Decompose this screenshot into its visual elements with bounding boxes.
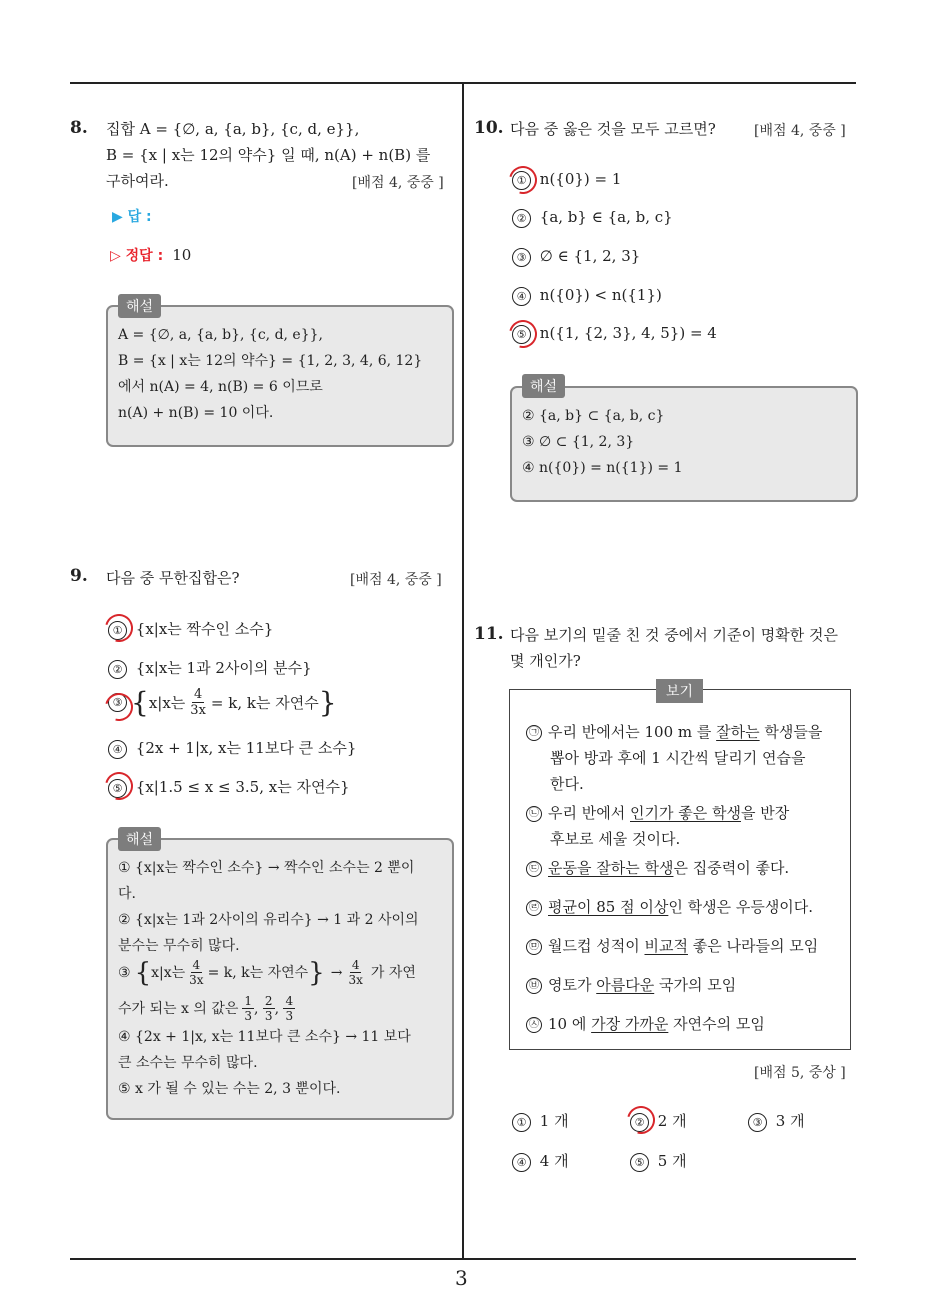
q8-number: 8.: [70, 118, 88, 138]
q8-stem-line2: B = {x | x는 12의 약수} 일 때, n(A) + n(B) 를: [106, 146, 431, 164]
q8-stem-line3: 구하여라.: [106, 172, 169, 190]
q10-option-4[interactable]: [512, 286, 662, 306]
bogi-item-g1: ㉠ 우리 반에서는 100 m 를 잘하는 학생들을: [526, 719, 822, 745]
option-text: {x|x는 짝수인 소수}: [135, 620, 274, 638]
q10-sol-line2: ③ ∅ ⊂ {1, 2, 3}: [522, 434, 635, 450]
q11-bogi-tag: 보기: [656, 679, 703, 703]
bogi-item-g2: ㉡ 우리 반에서 인기가 좋은 학생을 반장: [526, 800, 789, 826]
q10-stem: 다음 중 옳은 것을 모두 고르면?: [510, 120, 716, 138]
option-number: ④: [512, 1153, 531, 1172]
option-text: 2 개: [657, 1112, 687, 1130]
q9-sol-line5: ③ { x|x는 $\frac{4}{3x}$ = k, k는 자연수 } → 4 3x 가 자연: [118, 957, 416, 988]
option-text: 3 개: [775, 1112, 805, 1130]
option-text: {2x + 1|x, x는 11보다 큰 소수}: [135, 739, 357, 757]
q10-sol-line1: ② {a, b} ⊂ {a, b, c}: [522, 408, 665, 424]
q8-correct-label: ▷ 정답 :: [110, 248, 164, 264]
q10-solution-tag: 해설: [522, 374, 565, 398]
q11-option-3[interactable]: [748, 1110, 805, 1132]
q10-meta: [배점 4, 중중 ]: [754, 123, 846, 139]
option-number: ④: [512, 287, 531, 306]
q8-sol-line4: n(A) + n(B) = 10 이다.: [118, 405, 274, 421]
option-text-b: = k, k는 자연수: [210, 694, 319, 712]
frac-denominator: 3x: [190, 703, 206, 718]
q9-meta: [배점 4, 중중 ]: [350, 572, 442, 588]
bogi-item-g7: ㉦ 10 에 가장 가까운 자연수의 모임: [526, 1011, 765, 1037]
bogi-item-g6: ㉥ 영토가 아름다운 국가의 모임: [526, 972, 736, 998]
q9-option-2[interactable]: [108, 657, 312, 679]
option-text: 4 개: [539, 1152, 569, 1170]
q9-option-3[interactable]: ③ { x|x는 $\frac{4}{3x}$ = k, k는 자연수 }: [108, 686, 337, 719]
q9-marker-5: [100, 767, 138, 805]
q11-option-1[interactable]: [512, 1110, 569, 1132]
q9-sol-line4: 분수는 무수히 많다.: [118, 938, 240, 954]
option-text: n({1, {2, 3}, 4, 5}) = 4: [539, 324, 717, 342]
bogi-item-g1-line3: 한다.: [550, 775, 584, 793]
bogi-item-g4: ㉣ 평균이 85 점 이상인 학생은 우등생이다.: [526, 894, 813, 920]
option-number: ①: [512, 171, 531, 190]
page-number: 3: [455, 1266, 468, 1290]
q11-stem-line2: 몇 개인가?: [510, 652, 581, 670]
option-text: 1 개: [539, 1112, 569, 1130]
option-text: {a, b} ∈ {a, b, c}: [539, 208, 673, 226]
option-number: ②: [512, 209, 531, 228]
q8-correct-value: 10: [172, 246, 192, 264]
q9-option-4[interactable]: [108, 737, 356, 759]
q8-correct: [110, 242, 191, 268]
q8-answer-label: ▶ 답 :: [112, 209, 152, 225]
q10-marker-5: [504, 315, 542, 353]
q9-sol-line7: ④ {2x + 1|x, x는 11보다 큰 소수} → 11 보다: [118, 1029, 411, 1045]
q11-option-5[interactable]: [630, 1150, 687, 1172]
q8-sol-line2: B = {x | x는 12의 약수} = {1, 2, 3, 4, 6, 12}: [118, 353, 423, 369]
q11-stem-line1: 다음 보기의 밑줄 친 것 중에서 기준이 명확한 것은: [510, 626, 838, 644]
q8-sol-line3: 에서 n(A) = 4, n(B) = 6 이므로: [118, 379, 323, 395]
q11-number: 11.: [474, 624, 504, 644]
option-number: ④: [108, 740, 127, 759]
bogi-item-g2-line2: 후보로 세울 것이다.: [550, 830, 681, 848]
option-text-a: x|x는: [148, 694, 186, 712]
q8-sol-line1: A = {∅, a, {a, b}, {c, d, e}},: [118, 327, 323, 343]
q9-sol-line3: ② {x|x는 1과 2사이의 유리수} → 1 과 2 사이의: [118, 912, 419, 928]
q9-sol-line9: ⑤ x 가 될 수 있는 수는 2, 3 뿐이다.: [118, 1081, 341, 1097]
option-text: {x|1.5 ≤ x ≤ 3.5, x는 자연수}: [135, 778, 350, 796]
q10-number: 10.: [474, 118, 504, 138]
option-text: {x|x는 1과 2사이의 분수}: [135, 659, 312, 677]
bogi-item-g5: ㉤ 월드컵 성적이 비교적 좋은 나라들의 모임: [526, 933, 818, 959]
q8-solution-tag: 해설: [118, 294, 161, 318]
q9-stem: 다음 중 무한집합은?: [106, 569, 240, 587]
q10-option-2[interactable]: [512, 208, 673, 228]
q9-sol-line6: 수가 되는 x 의 값은 1 3 , 2 3 , 4 3: [118, 994, 294, 1023]
q10-option-5[interactable]: [512, 324, 717, 344]
q9-number: 9.: [70, 566, 88, 586]
option-number: ③: [512, 248, 531, 267]
q9-marker-1: [100, 609, 138, 647]
option-text: 5 개: [657, 1152, 687, 1170]
option-number: ③: [748, 1113, 767, 1132]
option-number: ②: [630, 1113, 649, 1132]
q10-sol-line3: ④ n({0}) = n({1}) = 1: [522, 460, 683, 476]
option-number: ⑤: [512, 325, 531, 344]
q11-option-4[interactable]: [512, 1150, 569, 1172]
q10-option-3[interactable]: [512, 247, 640, 267]
q8-meta: [배점 4, 중중 ]: [352, 175, 444, 191]
q11-marker-2: [622, 1101, 660, 1139]
option-text: n({0}) = 1: [539, 170, 622, 188]
q8-stem-line1: 집합 A = {∅, a, {a, b}, {c, d, e}},: [106, 120, 360, 138]
q9-sol-line2: 다.: [118, 886, 136, 902]
q9-option-5[interactable]: [108, 776, 349, 798]
option-number: ③: [108, 693, 127, 712]
column-divider: [462, 84, 464, 1259]
option-number: ⑤: [108, 779, 127, 798]
option-number: ⑤: [630, 1153, 649, 1172]
bogi-item-g3: ㉢ 운동을 잘하는 학생은 집중력이 좋다.: [526, 855, 789, 881]
q10-marker-1: [504, 161, 542, 199]
q9-sol-line1: ① {x|x는 짝수인 소수} → 짝수인 소수는 2 뿐이: [118, 860, 415, 876]
option-text: ∅ ∈ {1, 2, 3}: [539, 247, 641, 265]
option-number: ①: [512, 1113, 531, 1132]
bottom-rule: [70, 1258, 856, 1260]
option-text: n({0}) < n({1}): [539, 286, 662, 304]
q9-solution-tag: 해설: [118, 827, 161, 851]
option-number: ②: [108, 660, 127, 679]
q11-meta: [배점 5, 중상 ]: [754, 1065, 846, 1081]
q9-sol-line8: 큰 소수는 무수히 많다.: [118, 1055, 258, 1071]
frac-numerator: 4: [193, 687, 203, 702]
option-number: ①: [108, 621, 127, 640]
bogi-item-g1-line2: 뽑아 방과 후에 1 시간씩 달리기 연습을: [550, 749, 806, 767]
